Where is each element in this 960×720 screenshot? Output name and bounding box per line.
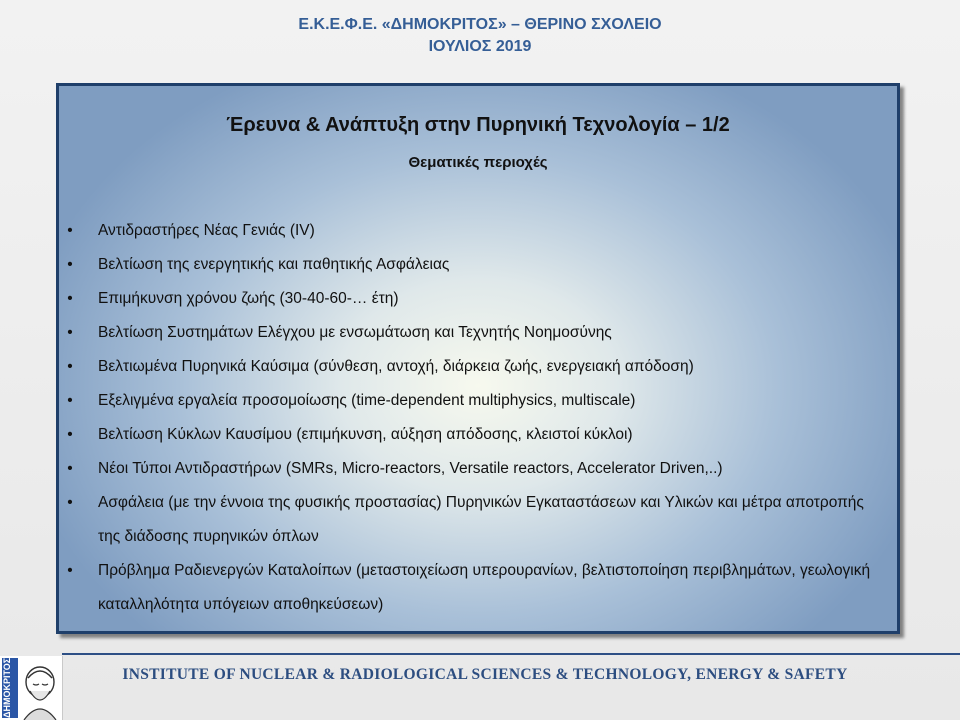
topic-item <box>65 452 887 486</box>
bullet-icon: • <box>67 460 73 477</box>
topic-item <box>65 248 887 282</box>
topic-item <box>65 316 887 350</box>
topic-item <box>65 384 887 418</box>
democritus-portrait-icon <box>0 656 62 720</box>
logo-text: ΔΗΜΟΚΡΙΤΟΣ <box>2 658 18 718</box>
bullet-icon: • <box>67 222 73 239</box>
topic-item <box>65 418 887 452</box>
topic-text: Επιμήκυνση χρόνου ζωής (30-40-60-… έτη) <box>98 290 399 307</box>
topic-item <box>65 350 887 384</box>
bullet-icon: • <box>67 494 73 511</box>
slide-header <box>0 14 960 58</box>
panel-subtitle: Θεματικές περιοχές <box>408 154 548 171</box>
topic-item <box>65 486 887 554</box>
bullet-icon: • <box>67 256 73 273</box>
bullet-icon: • <box>67 324 73 341</box>
bullet-icon: • <box>67 426 73 443</box>
topic-item <box>65 282 887 316</box>
topic-text: Αντιδραστήρες Νέας Γενιάς (IV) <box>98 222 315 239</box>
topic-item <box>65 554 887 622</box>
header-line-1: Ε.Κ.Ε.Φ.Ε. «ΔΗΜΟΚΡΙΤΟΣ» – ΘΕΡΙΝΟ ΣΧΟΛΕΙΟ <box>298 16 662 33</box>
panel-title: Έρευνα & Ανάπτυξη στην Πυρηνική Τεχνολογία – 1/2 <box>226 114 730 136</box>
header-line-2: ΙΟΥΛΙΟΣ 2019 <box>428 38 532 55</box>
topic-text: Βελτίωση Κύκλων Καυσίμου (επιμήκυνση, αύξηση απόδοσης, κλειστοί κύκλοι) <box>98 426 633 443</box>
topic-item <box>65 214 887 248</box>
topic-text: Βελτίωση της ενεργητικής και παθητικής Ασφάλειας <box>98 256 450 273</box>
bullet-icon: • <box>67 392 73 409</box>
topic-text: Ασφάλεια (με την έννοια της φυσικής προστασίας) Πυρηνικών Εγκαταστάσεων και Υλικών και μέτρα αποτροπής της διάδοσης πυρηνικών όπλων <box>98 494 864 545</box>
topic-text: Βελτιωμένα Πυρηνικά Καύσιμα (σύνθεση, αντοχή, διάρκεια ζωής, ενεργειακή απόδοση) <box>98 358 694 375</box>
topic-text: Εξελιγμένα εργαλεία προσομοίωσης (time-dependent multiphysics, multiscale) <box>98 392 636 409</box>
topic-text: Βελτίωση Συστημάτων Ελέγχου με ενσωμάτωση και Τεχνητής Νοημοσύνης <box>98 324 612 341</box>
content-panel <box>56 83 900 634</box>
topic-text: Νέοι Τύποι Αντιδραστήρων (SMRs, Micro-reactors, Versatile reactors, Accelerator Driven,..) <box>98 460 723 477</box>
bullet-icon: • <box>67 562 73 579</box>
footer-divider <box>62 653 960 655</box>
topic-text: Πρόβλημα Ραδιενεργών Καταλοίπων (μεταστοιχείωση υπερουρανίων, βελτιστοποίηση περιβλημάτων, γεωλογική καταλληλότητα υπόγειων αποθηκεύσεων) <box>98 562 871 613</box>
bullet-icon: • <box>67 290 73 307</box>
topic-list <box>65 214 887 622</box>
footer-institute-name: INSTITUTE OF NUCLEAR & RADIOLOGICAL SCIENCES & TECHNOLOGY, ENERGY & SAFETY <box>122 666 848 683</box>
institute-logo <box>0 656 63 720</box>
bullet-icon: • <box>67 358 73 375</box>
